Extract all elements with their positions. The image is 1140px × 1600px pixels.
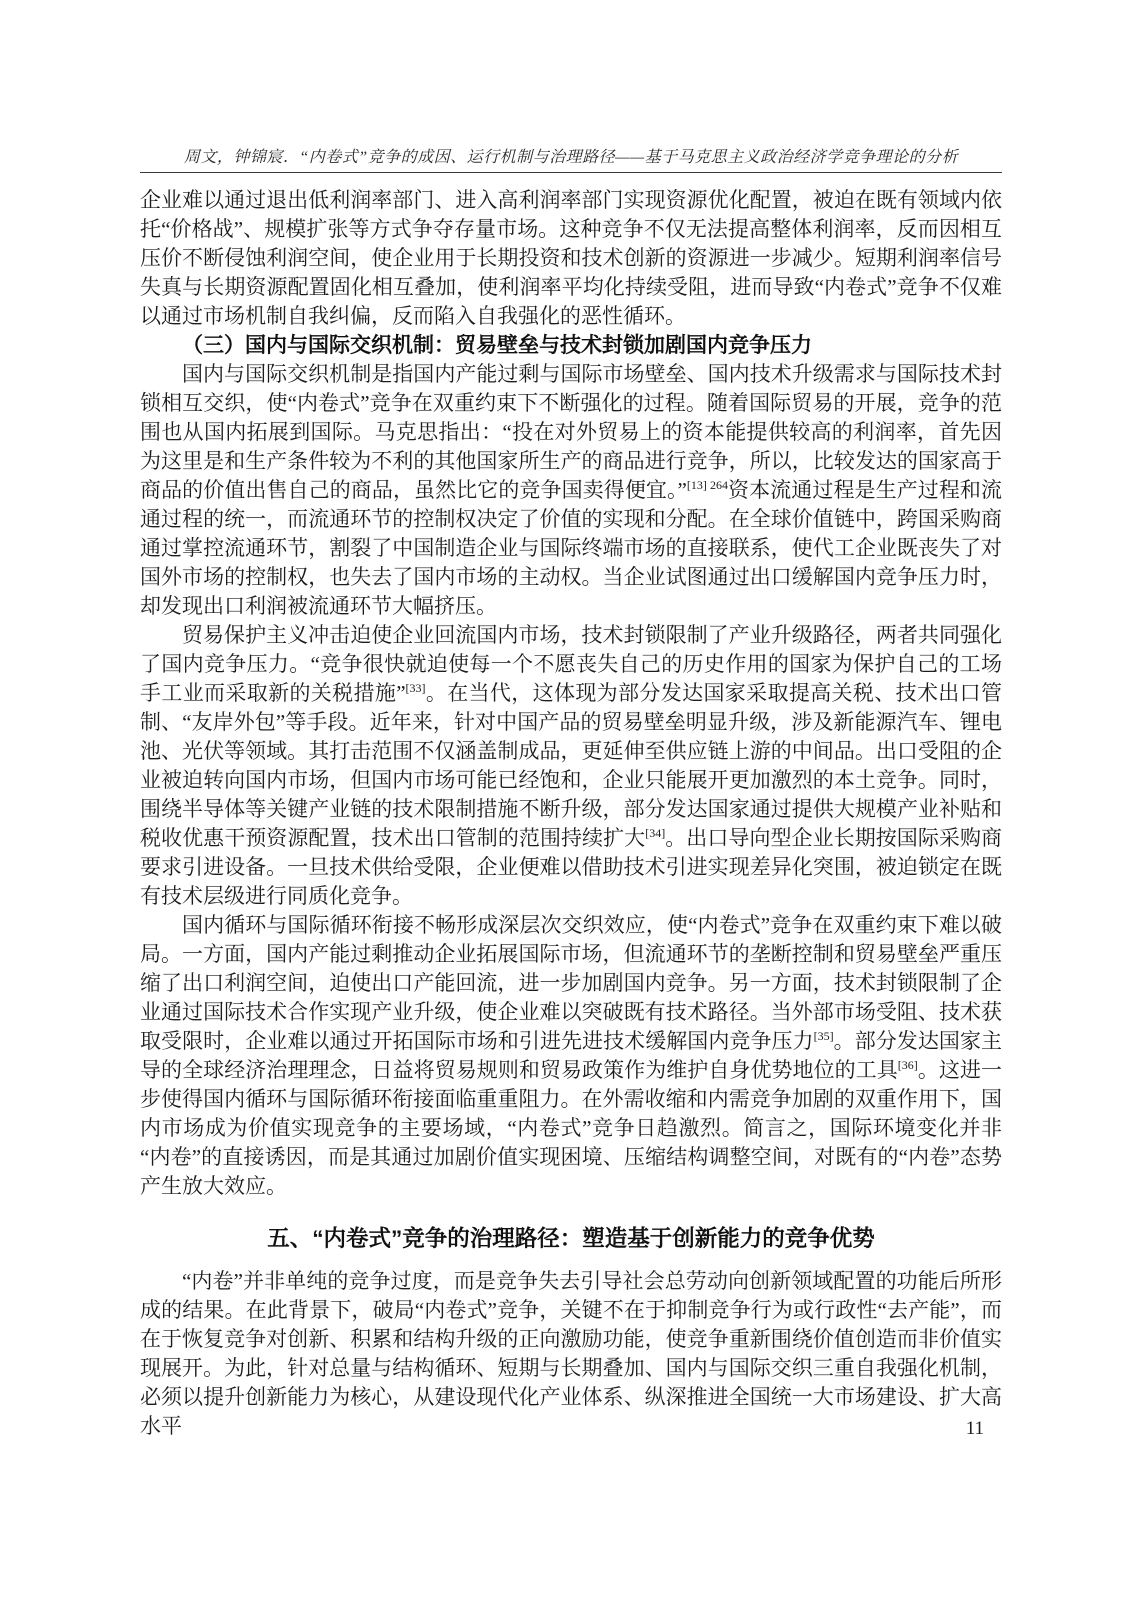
citation-ref: [36] [897, 1058, 918, 1072]
paragraph: 国内与国际交织机制是指国内产能过剩与国际市场壁垒、国内技术升级需求与国际技术封锁相互交织，使“内卷式”竞争在双重约束下不断强化的过程。随着国际贸易的开展，竞争的范围也从国内拓展到国际。马克思指出：“投在对外贸易上的资本能提供较高的利润率，首先因为这里是和生产条件较为不利的其他国家所生产的商品进行竞争，所以，比较发达的国家高于商品的价值出售自己的商品，虽然比它的竞争国卖得便宜。”$^{[13] 264}$资本流通过程是生产过程和流通过程的统一，而流通环节的控制权决定了价值的实现和分配。在全球价值链中，跨国采购商通过掌控流通环节，割裂了中国制造企业与国际终端市场的直接联系，使代工企业既丧失了对国外市场的控制权，也失去了国内市场的主动权。当企业试图通过出口缓解国内竞争压力时，却发现出口利润被流通环节大幅挤压。 [140, 362, 1002, 618]
paragraph: 贸易保护主义冲击迫使企业回流国内市场，技术封锁限制了产业升级路径，两者共同强化了国内竞争压力。“竞争很快就迫使每一个不愿丧失自己的历史作用的国家为保护自己的工场手工业而采取新的关税措施”[33]。在当代，这体现为部分发达国家采取提高关税、技术出口管制、“友岸外包”等手段。近年来，针对中国产品的贸易壁垒明显升级，涉及新能源汽车、锂电池、光伏等领域。其打击范围不仅涵盖制成品，更延伸至供应链上游的中间品。出口受阻的企业被迫转向国内市场，但国内市场可能已经饱和，企业只能展开更加激烈的本土竞争。同时，围绕半导体等关键产业链的技术限制措施不断升级，部分发达国家通过提供大规模产业补贴和税收优惠干预资源配置，技术出口管制的范围持续扩大[34]。出口导向型企业长期按国际采购商要求引进设备。一旦技术供给受限，企业便难以借助技术引进实现差异化突围，被迫锁定在既有技术层级进行同质化竞争。 [140, 623, 1003, 908]
subsection-heading: （三）国内与国际交织机制：贸易壁垒与技术封锁加剧国内竞争压力 [182, 334, 812, 357]
citation-ref: [13] 264 [686, 478, 728, 492]
paragraph: “内卷”并非单纯的竞争过度，而是竞争失去引导社会总劳动向创新领域配置的功能后所形成的结果。在此背景下，破局“内卷式”竞争，关键不在于抑制竞争行为或行政性“去产能”，而在于恢复竞争对创新、积累和结构升级的正向激励功能，使竞争重新围绕价值创造而非价值实现展开。为此，针对总量与结构循环、短期与长期叠加、国内与国际交织三重自我强化机制，必须以提升创新能力为核心，从建设现代化产业体系、纵深推进全国统一大市场建设、扩大高水平 [140, 1269, 1002, 1438]
page-body [140, 186, 1002, 1441]
citation-ref: [33] [405, 681, 426, 695]
paragraph: 国内循环与国际循环衔接不畅形成深层次交织效应，使“内卷式”竞争在双重约束下难以破局。一方面，国内产能过剩推动企业拓展国际市场，但流通环节的垄断控制和贸易壁垒严重压缩了出口利润空间，迫使出口产能回流，进一步加剧国内竞争。另一方面，技术封锁限制了企业通过国际技术合作实现产业升级，使企业难以突破既有技术路径。当外部市场受阻、技术获取受限时，企业难以通过开拓国际市场和引进先进技术缓解国内竞争压力[35]。部分发达国家主导的全球经济治理理念，日益将贸易规则和贸易政策作为维护自身优势地位的工具[36]。这进一步使得国内循环与国际循环衔接面临重重阻力。在外需收缩和内需竞争加剧的双重作用下，国内市场成为价值实现竞争的主要场域，“内卷式”竞争日趋激烈。简言之，国际环境变化并非“内卷”的直接诱因，而是其通过加剧价值实现困境、压缩结构调整空间，对既有的“内卷”态势产生放大效应。 [140, 913, 1003, 1198]
running-head: 周文，钟锦宸．“内卷式”竞争的成因、运行机制与治理路径——基于马克思主义政治经济学竞争理论的分析 [183, 149, 959, 166]
citation-ref: [35] [813, 1029, 834, 1043]
header-divider [140, 172, 1002, 173]
section-heading: 五、“内卷式”竞争的治理路径：塑造基于创新能力的竞争优势 [267, 1226, 875, 1251]
page-number: 11 [965, 1418, 984, 1439]
paragraph-continuation: 企业难以通过退出低利润率部门、进入高利润率部门实现资源优化配置，被迫在既有领域内依托“价格战”、规模扩张等方式争夺存量市场。这种竞争不仅无法提高整体利润率，反而因相互压价不断侵蚀利润空间，使企业用于长期投资和技术创新的资源进一步减少。短期利润率信号失真与长期资源配置固化相互叠加，使利润率平均化持续受阻，进而导致“内卷式”竞争不仅难以通过市场机制自我纠偏，反而陷入自我强化的恶性循环。 [140, 188, 1002, 328]
citation-ref: [34] [645, 826, 666, 840]
